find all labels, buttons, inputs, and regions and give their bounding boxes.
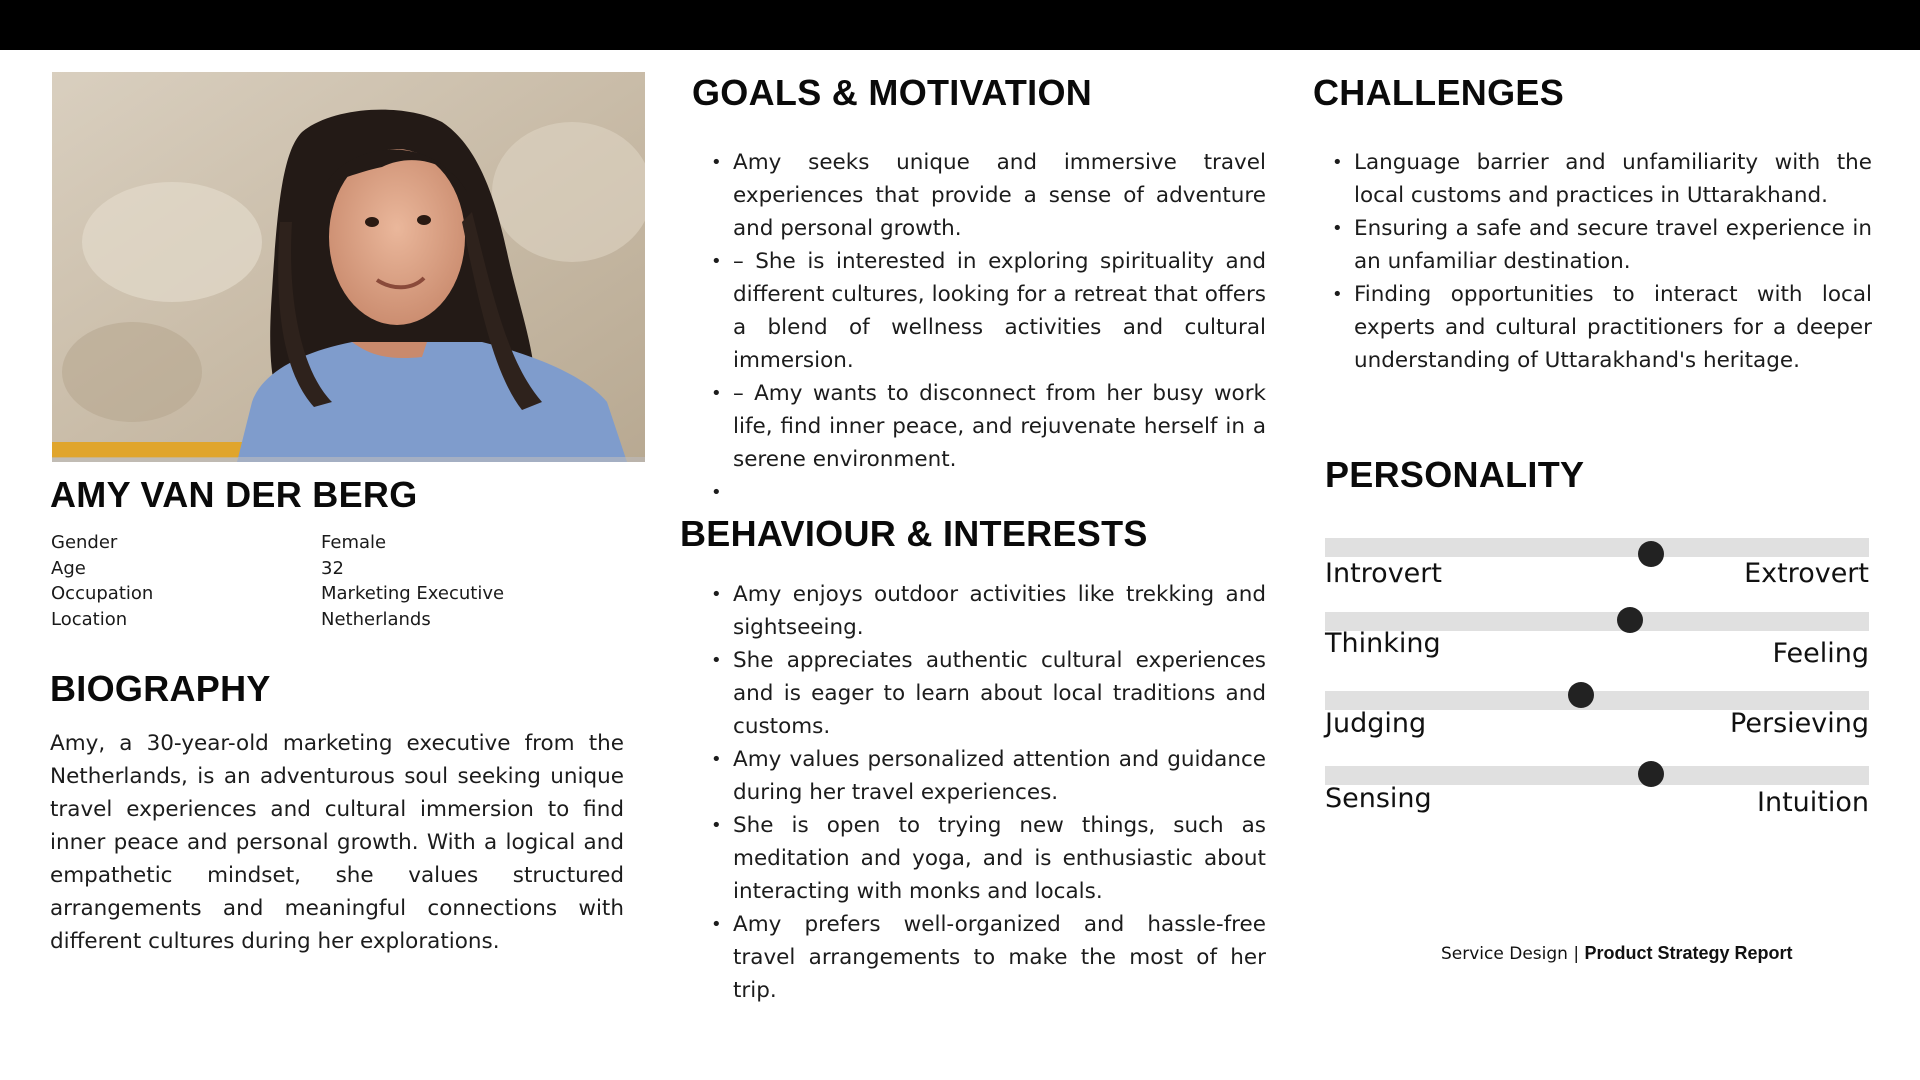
list-item: • – She is interested in exploring spirituality and different cultures, looking for a retreat that offers a blend of wellness activities and cultural immersion. [733, 245, 1266, 377]
persona-details [51, 530, 504, 632]
trait-left-label: Sensing [1325, 783, 1432, 814]
footer-separator: | [1573, 944, 1580, 964]
goals-heading: GOALS & MOTIVATION [692, 72, 1093, 113]
footer-prefix: Service Design [1441, 944, 1568, 964]
portrait-image [52, 72, 645, 462]
detail-value: 32 [321, 557, 344, 579]
detail-label: Occupation [51, 583, 154, 604]
list-item: • Ensuring a safe and secure travel experience in an unfamiliar destination. [1354, 212, 1872, 278]
list-item: • Amy seeks unique and immersive travel experiences that provide a sense of adventure and personal growth. [733, 146, 1266, 245]
detail-label: Age [51, 557, 86, 579]
trait-left-label: Thinking [1325, 628, 1441, 659]
detail-value: Marketing Executive [321, 583, 505, 604]
trait-right-label: Feeling [1772, 638, 1869, 669]
list-item-empty [733, 476, 1266, 509]
slider-knob [1568, 682, 1594, 708]
list-item: • Amy prefers well-organized and hassle-free travel arrangements to make the most of her trip. [733, 908, 1266, 1007]
slider-knob [1638, 761, 1664, 787]
top-bar [0, 0, 1920, 50]
slider-knob [1638, 541, 1664, 567]
list-item: • She is open to trying new things, such as meditation and yoga, and is enthusiastic about interacting with monks and locals. [733, 809, 1266, 908]
list-item: • Amy enjoys outdoor activities like trekking and sightseeing. [733, 578, 1266, 644]
detail-row-location [51, 607, 504, 633]
detail-value: Netherlands [321, 608, 431, 630]
detail-row-age [51, 556, 504, 582]
list-item: • – Amy wants to disconnect from her busy work life, find inner peace, and rejuvenate herself in a serene environment. [733, 377, 1266, 476]
slider-knob [1617, 607, 1643, 633]
slider-track [1325, 538, 1869, 557]
detail-row-gender [51, 530, 504, 556]
footer-report-title: Product Strategy Report [1584, 943, 1793, 963]
behaviour-list [733, 578, 1266, 1007]
list-item: • Amy values personalized attention and guidance during her travel experiences. [733, 743, 1266, 809]
personality-heading: PERSONALITY [1325, 454, 1585, 495]
goals-list [733, 146, 1266, 509]
challenges-heading: CHALLENGES [1313, 72, 1565, 113]
behaviour-heading: BEHAVIOUR & INTERESTS [680, 513, 1148, 554]
detail-value: Female [321, 532, 387, 553]
trait-left-label: Introvert [1325, 558, 1442, 589]
biography-text: Amy, a 30-year-old marketing executive from the Netherlands, is an adventurous soul seeking unique travel experiences and cultural immersion to find inner peace and personal growth. With a logical and empathetic mindset, she values structured arrangements and meaningful connections with different cultures during her explorations. [50, 731, 624, 954]
trait-left-label: Judging [1325, 708, 1427, 739]
footer [1441, 943, 1793, 964]
persona-name: AMY VAN DER BERG [50, 474, 418, 515]
detail-label: Location [51, 608, 128, 630]
trait-right-label: Extrovert [1744, 558, 1869, 589]
list-item: • She appreciates authentic cultural experiences and is eager to learn about local traditions and customs. [733, 644, 1266, 743]
trait-right-label: Intuition [1757, 787, 1869, 818]
biography-heading: BIOGRAPHY [50, 668, 271, 709]
list-item: • Language barrier and unfamiliarity with the local customs and practices in Uttarakhand. [1354, 146, 1872, 212]
challenges-list [1354, 146, 1872, 377]
trait-right-label: Persieving [1730, 708, 1869, 739]
list-item: • Finding opportunities to interact with local experts and cultural practitioners for a deeper understanding of Uttarakhand's heritage. [1354, 278, 1872, 377]
detail-label: Gender [51, 532, 118, 553]
persona-photo [52, 72, 645, 462]
detail-row-occupation [51, 581, 504, 607]
